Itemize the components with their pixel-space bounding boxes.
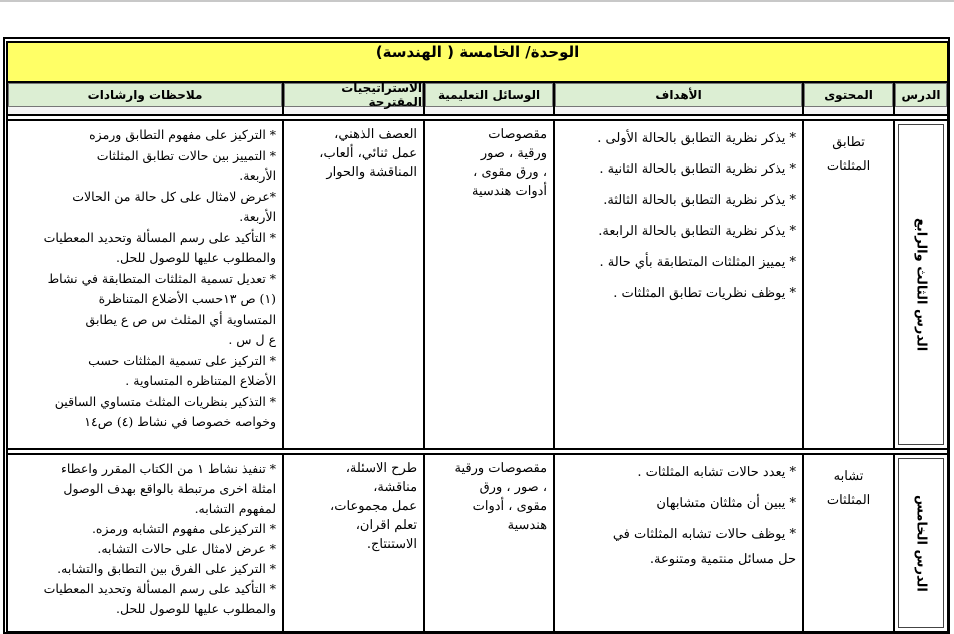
- aids-line: مقصوصات ورقية: [454, 461, 548, 476]
- note-line: * عرض لامثال على حالات التشابه.: [97, 541, 277, 556]
- strategy-line: العصف الذهني،: [334, 127, 418, 142]
- goal-item: * يبين أن مثلثان متشابهان: [656, 496, 797, 511]
- goal-item: * يذكر نظرية التطابق بالحالة الثالثة.: [603, 193, 797, 208]
- note-line: * التركيز على الفرق بين التطابق والتشابه.: [57, 561, 277, 576]
- strategy-line: عمل مجموعات،: [330, 499, 418, 514]
- note-line: (١) ص ١٣حسب الأضلاع المتناظرة: [98, 291, 277, 306]
- aids-cell: [424, 120, 554, 449]
- header-notes-cell: [7, 82, 283, 115]
- aids-line: مقصوصات: [488, 127, 548, 142]
- goals-cell: [554, 454, 803, 632]
- lesson-label: الدرس الخامس: [913, 494, 929, 592]
- aids-line: مقوى ، أدوات: [472, 499, 548, 514]
- note-line: * التأكيد على رسم المسألة وتحديد المعطيات: [43, 581, 277, 596]
- header-content: المحتوى: [804, 83, 893, 107]
- strategy-line: الاستنتاج.: [366, 537, 418, 552]
- aids-line: ، ورق مقوى ،: [473, 165, 548, 180]
- content-cell: [803, 454, 894, 632]
- note-line: امثلة اخرى مرتبطة بالواقع بهدف الوصول: [63, 481, 277, 496]
- aids-line: ، صور ، ورق: [479, 480, 548, 495]
- content-line: المثلثات: [826, 159, 871, 174]
- goals-cell: [554, 120, 803, 449]
- note-line: * التأكيد على رسم المسألة وتحديد المعطيات: [43, 229, 277, 245]
- header-strategies: الاستراتيجيات المقترحة: [284, 83, 423, 107]
- goal-item: * يذكر نظرية التطابق بالحالة الثانية .: [599, 162, 797, 177]
- note-line: الأضلاع المتناظره المتساوية .: [125, 373, 277, 388]
- aids-cell: [424, 454, 554, 632]
- note-line: * تنفيذ نشاط ١ من الكتاب المقرر واعطاء: [60, 461, 277, 476]
- note-line: * التركيزعلى مفهوم التشابه ورمزه.: [91, 521, 277, 536]
- lesson-label: الدرس الثالث والرابع: [913, 217, 929, 352]
- strategies-cell: [283, 454, 424, 632]
- strategies-cell: [283, 120, 424, 449]
- note-line: والمطلوب عليها للوصول للحل.: [116, 601, 277, 616]
- note-line: * التركيز على تسمية المثلثات حسب: [88, 352, 277, 368]
- goal-item: * يذكر نظرية التطابق بالحالة الأولى .: [597, 131, 797, 146]
- note-line: *عرض لامثال على كل حالة من الحالات: [72, 188, 277, 204]
- header-lesson: الدرس: [895, 83, 947, 107]
- strategy-line: مناقشة،: [373, 480, 418, 495]
- content-line: تطابق: [832, 135, 865, 150]
- goal-item: * يوظف حالات تشابه المثلثات في: [612, 527, 797, 542]
- note-line: * التذكير بنظريات المثلث متساوي الساقين: [54, 393, 277, 409]
- strategy-line: المناقشة والحوار: [326, 165, 418, 180]
- top-border-line: [0, 0, 954, 2]
- goal-item: حل مسائل منتمية ومتنوعة.: [649, 552, 797, 567]
- header-goals-cell: [554, 82, 803, 115]
- goal-item: * يمييز المثلثات المتطابقة بأي حالة .: [599, 255, 797, 270]
- header-goals: الأهداف: [555, 83, 802, 107]
- aids-line: هندسية: [507, 518, 548, 533]
- note-line: الأربعة.: [239, 168, 277, 183]
- note-line: لمفهوم التشابه.: [194, 501, 277, 516]
- note-line: * التمييز بين حالات تطابق المثلثات: [96, 147, 277, 163]
- lesson-plan-table: [6, 41, 949, 633]
- note-line: المتساوية أي المثلث س ص ع يطابق: [85, 311, 277, 327]
- header-content-cell: [803, 82, 894, 115]
- note-line: * التركيز على مفهوم التطابق ورمزه: [89, 127, 277, 142]
- table-row: [7, 454, 948, 632]
- header-row: [7, 82, 948, 115]
- header-strategies-cell: [283, 82, 424, 115]
- content-line: تشابه: [833, 469, 864, 484]
- strategy-line: طرح الاسئلة،: [345, 461, 418, 476]
- lesson-cell: [894, 120, 948, 449]
- content-line: المثلثات: [826, 493, 871, 508]
- note-line: وخواصه خصوصا في نشاط (٤) ص١٤: [84, 414, 277, 429]
- goal-item: * يذكر نظرية التطابق بالحالة الرابعة.: [598, 224, 797, 239]
- aids-line: ورقية ، صور: [480, 146, 548, 161]
- aids-line: أدوات هندسية: [471, 184, 548, 199]
- goal-item: * يعدد حالات تشابه المثلثات .: [637, 465, 797, 480]
- notes-cell: [7, 454, 283, 632]
- note-line: * تعديل تسمية المثلثات المتطابقة في نشاط: [47, 270, 277, 286]
- strategy-line: تعلم اقران،: [355, 518, 418, 533]
- content-cell: [803, 120, 894, 449]
- goal-item: * يوظف نظريات تطابق المثلثات .: [613, 286, 797, 301]
- note-line: الأربعة.: [239, 209, 277, 224]
- note-line: ع ل س .: [228, 332, 277, 347]
- header-notes: ملاحظات وارشادات: [8, 83, 282, 107]
- table-row: [7, 120, 948, 449]
- header-lesson-cell: [894, 82, 948, 115]
- notes-cell: [7, 120, 283, 449]
- header-aids: الوسائل التعليمية: [425, 83, 553, 107]
- strategy-line: عمل ثنائي، ألعاب،: [319, 146, 418, 161]
- header-aids-cell: [424, 82, 554, 115]
- note-line: والمطلوب عليها للوصول للحل.: [116, 250, 277, 265]
- unit-title: الوحدة/ الخامسة ( الهندسة): [7, 42, 948, 82]
- lesson-cell: [894, 454, 948, 632]
